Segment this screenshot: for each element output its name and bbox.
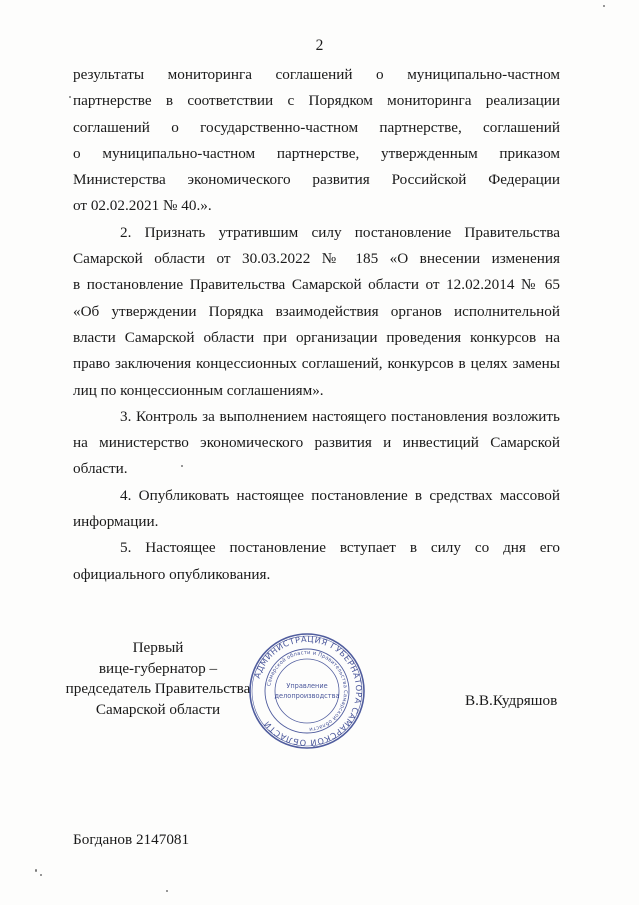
official-seal	[248, 632, 366, 750]
seal-outer-text: АДМИНИСТРАЦИЯ ГУБЕРНАТОРА САМАРСКОЙ ОБЛАСТИ	[251, 633, 365, 749]
text-line: информации.	[73, 513, 159, 531]
paragraph-2	[73, 220, 560, 404]
text-line: право заключения концессионных соглашений, конкурсов в целях замены	[73, 355, 560, 373]
text-line: в постановление Правительства Самарской области от 12.02.2014 № 65	[73, 276, 560, 294]
paragraph-4	[73, 483, 560, 536]
paragraph-3	[73, 404, 560, 483]
text-line: 4. Опубликовать настоящее постановление в средствах массовой	[120, 486, 560, 504]
signatory-name: В.В.Кудряшов	[465, 692, 558, 709]
position-line: Самарской области	[95, 700, 221, 718]
scan-speck	[69, 96, 71, 98]
text-line: области.	[73, 460, 128, 478]
executor-note: Богданов 2147081	[73, 831, 190, 848]
text-line: официального опубликования.	[73, 565, 271, 583]
position-line: вице-губернатор –	[98, 659, 218, 677]
text-line: «Об утверждении Порядка взаимодействия органов исполнительной	[73, 302, 560, 320]
paragraph-1	[73, 62, 560, 220]
svg-text:Самарской области и Правительс	[266, 650, 348, 732]
scan-speck	[181, 465, 183, 467]
text-line: на министерство экономического развития и инвестиций Самарской	[73, 434, 560, 452]
scan-speck	[603, 5, 605, 7]
paragraph-5	[73, 535, 560, 588]
scan-speck	[35, 869, 37, 872]
text-line: результаты мониторинга соглашений о муниципально-частном	[73, 66, 560, 83]
text-line: от 02.02.2021 № 40.».	[73, 197, 212, 215]
scan-speck	[40, 874, 42, 876]
text-line: 3. Контроль за выполнением настоящего постановления возложить	[120, 407, 560, 425]
signatory-position	[60, 638, 256, 720]
text-line: о муниципально-частном партнерстве, утвержденным приказом	[73, 144, 560, 162]
seal-center-line-1: Управление	[286, 682, 328, 690]
page-number: 2	[315, 37, 324, 54]
text-line: Министерства экономического развития Российской Федерации	[73, 171, 560, 189]
text-line: 5. Настоящее постановление вступает в силу со дня его	[120, 539, 560, 557]
seal-center-line-2: делопроизводства	[274, 692, 340, 700]
text-line: партнерстве в соответствии с Порядком мониторинга реализации	[73, 92, 560, 110]
text-line: Самарской области от 30.03.2022 № 185 «О внесении изменения	[73, 250, 560, 268]
document-body	[73, 62, 560, 588]
scan-speck	[166, 890, 168, 892]
text-line: соглашений о государственно-частном партнерстве, соглашений	[73, 118, 560, 136]
position-line: Первый	[132, 639, 184, 656]
seal-inner-text: Самарской области и Правительства Самарской области	[266, 649, 349, 732]
position-line: председатель Правительства	[65, 680, 251, 697]
text-line: власти Самарской области при организации проведения конкурсов на	[73, 328, 560, 346]
text-line: лиц по концессионным соглашениям».	[73, 381, 324, 399]
text-line: 2. Признать утратившим силу постановление Правительства	[120, 223, 560, 241]
